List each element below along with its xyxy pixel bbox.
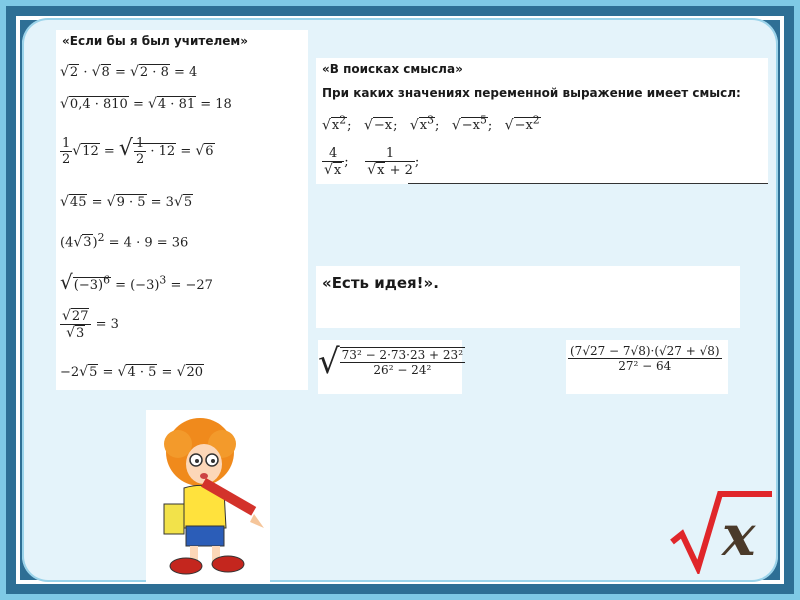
formula-right-numerator: (7√27 − 7√8)·(√27 + √8)	[570, 344, 720, 358]
meaning-panel-title: «В поисках смысла»	[322, 62, 463, 76]
formula-left: √ $\frac{\text{73² − 2·73·23 + 23²}}{\text{26² − 24²}}$	[318, 340, 462, 394]
idea-title: «Есть идея!».	[322, 274, 439, 292]
formula-right	[566, 340, 728, 394]
teacher-panel-title: «Если бы я был учителем»	[62, 34, 248, 48]
logo-variable: x	[722, 503, 756, 569]
teacher-row-7: $\frac{√27}{√3}$ = 3	[62, 308, 119, 341]
boy-illustration	[146, 410, 270, 582]
meaning-expressions-row1: $√x^2$; √−x; $√x^3$; $√-x^5$; $√-x^2$	[322, 114, 540, 134]
meaning-underline	[408, 183, 768, 184]
meaning-expressions-row2: $\frac{4}{√x}$ ; $\frac{1}{√x + 2}$ ;	[324, 146, 420, 178]
boy-clipart	[146, 410, 270, 582]
teacher-row-5: $(4√3)^2 = 4 \cdot 9 = 36$	[60, 231, 189, 251]
teacher-row-6: $√(-3)^6 = (-3)^3 = -27$	[60, 270, 213, 294]
idea-panel	[316, 266, 740, 328]
teacher-row-4: √45 = √9 · 5 = 3√5	[60, 194, 193, 210]
sqrt-x-logo	[668, 488, 774, 574]
teacher-row-3: $\frac{1}{2}$ √12 = √ $\frac{1}{2}$ · 12 = √6	[62, 136, 214, 167]
meaning-question: При каких значениях переменной выражение имеет смысл:	[322, 86, 741, 100]
sqrt-logo-icon	[668, 488, 774, 574]
formula-left-denominator: 26² − 24²	[373, 363, 432, 377]
teacher-row-1: √2 · √8 = √2 · 8 = 4	[60, 64, 198, 80]
meaning-panel	[316, 58, 768, 184]
teacher-panel	[56, 30, 308, 390]
formula-left-numerator: 73² − 2·73·23 + 23²	[341, 348, 464, 362]
teacher-row-2: √0,4 · 810 = √4 · 81 = 18	[60, 96, 232, 112]
teacher-row-8: −2√5 = √4 · 5 = √20	[60, 364, 204, 380]
formula-right-denominator: 27² − 64	[618, 359, 672, 373]
